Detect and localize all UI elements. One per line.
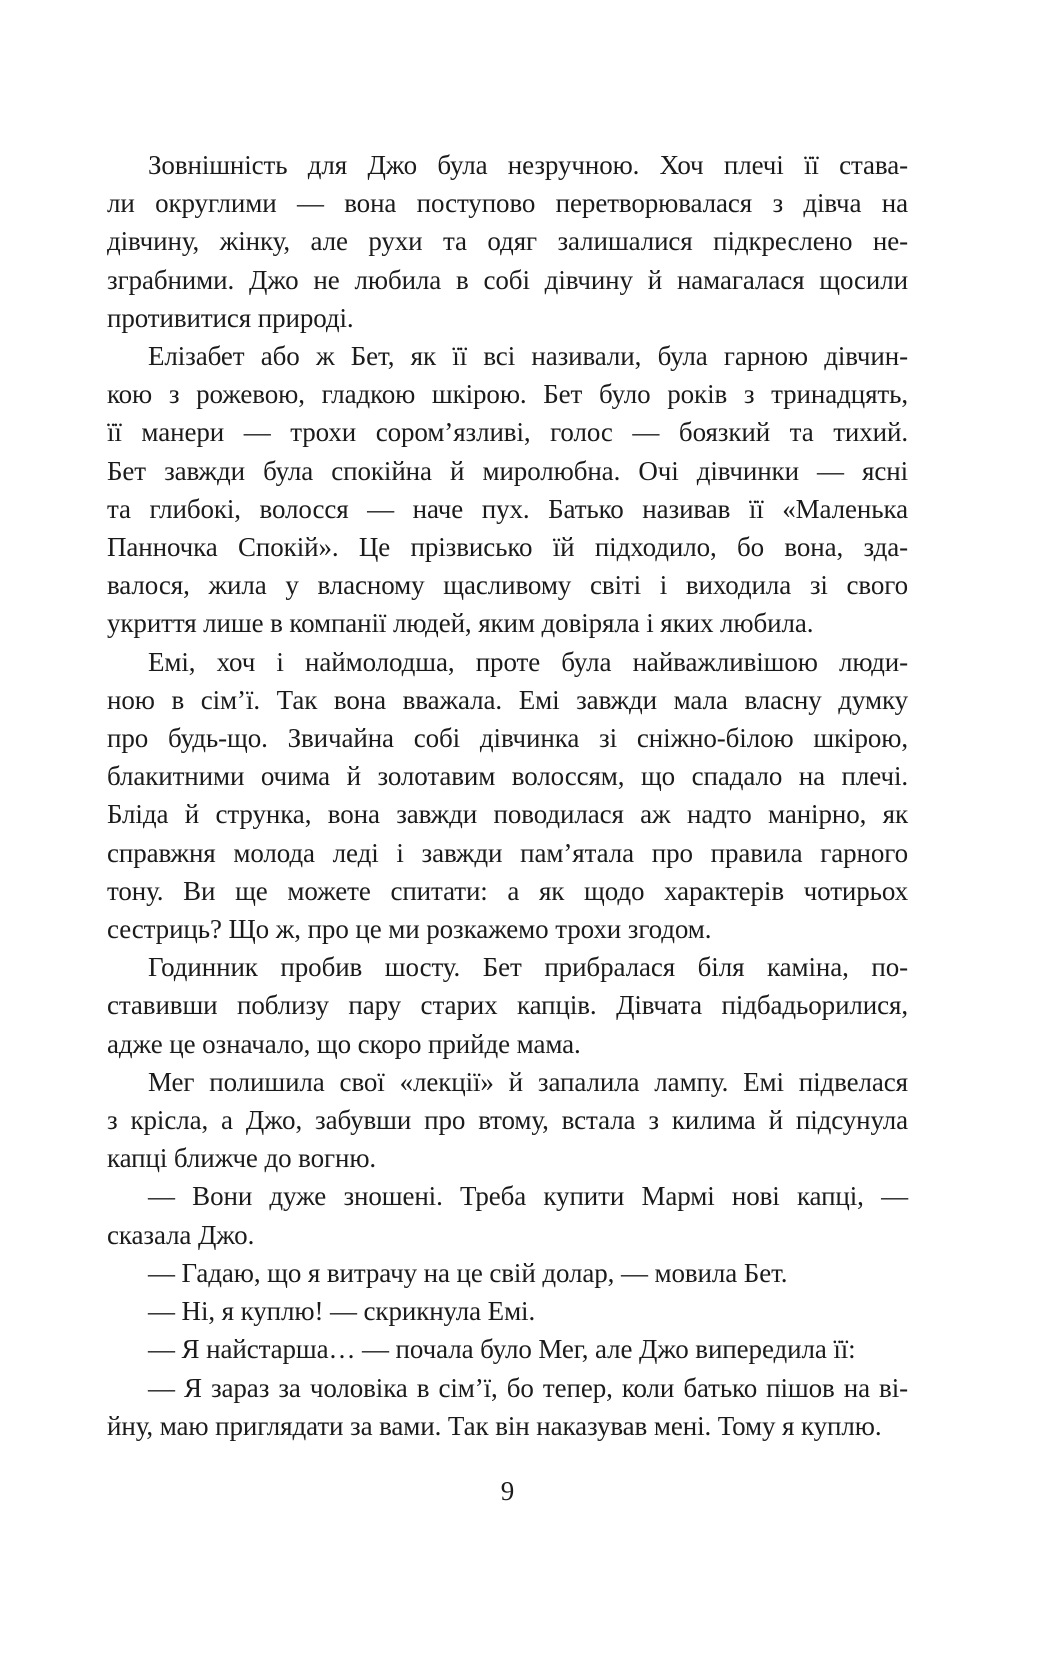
paragraph bbox=[107, 643, 908, 949]
text-line: йну, маю приглядати за вами. Так він наказував мені. Тому я куплю. bbox=[107, 1410, 882, 1441]
text-line: з крісла, а Джо, забувши про втому, встала з килима й підсунула bbox=[107, 1105, 908, 1136]
text-line: сестриць? Що ж, про це ми розкажемо трохи згодом. bbox=[107, 914, 712, 945]
text-line: про будь-що. Звичайна собі дівчинка зі сніжно-білою шкірою, bbox=[107, 723, 908, 754]
paragraph bbox=[107, 146, 908, 337]
text-line: кою з рожевою, гладкою шкірою. Бет було років з тринадцять, bbox=[107, 379, 908, 410]
text-line: Панночка Спокій». Це прізвисько їй підходило, бо вона, зда- bbox=[107, 532, 908, 563]
text-line: капці ближче до вогню. bbox=[107, 1143, 377, 1174]
text-line: сказала Джо. bbox=[107, 1219, 255, 1250]
paragraph bbox=[107, 1254, 908, 1292]
text-line: — Я зараз за чоловіка в сім’ї, бо тепер, коли батько пішов на ві- bbox=[148, 1372, 908, 1403]
paragraph bbox=[107, 1292, 908, 1330]
text-line: тону. Ви ще можете спитати: а як щодо характерів чотирьох bbox=[107, 875, 908, 906]
text-line: справжня молода леді і завжди пам’ятала про правила гарного bbox=[107, 837, 908, 868]
text-line: ли округлими — вона поступово перетворювалася з дівча на bbox=[107, 188, 908, 219]
text-block bbox=[107, 146, 908, 1445]
text-line: валося, жила у власному щасливому світі і виходила зі свого bbox=[107, 570, 908, 601]
paragraph bbox=[107, 948, 908, 1063]
page-number: 9 bbox=[500, 1476, 515, 1506]
text-line: — Вони дуже зношені. Треба купити Мармі нові капці, — bbox=[148, 1181, 908, 1212]
text-line: Елізабет або ж Бет, як її всі називали, була гарною дівчин- bbox=[148, 341, 908, 372]
paragraph bbox=[107, 1330, 908, 1368]
text-line: — Я найстарша… — почала було Мег, але Джо випередила її: bbox=[148, 1334, 856, 1365]
text-line: дівчину, жінку, але рухи та одяг залишалися підкреслено не- bbox=[107, 226, 908, 257]
paragraph bbox=[107, 1369, 908, 1445]
text-line: — Гадаю, що я витрачу на це свій долар, — мовила Бет. bbox=[148, 1257, 788, 1288]
text-line: Мег полишила свої «лекції» й запалила лампу. Емі підвелася bbox=[148, 1066, 908, 1097]
text-line: Годинник пробив шосту. Бет прибралася біля каміна, по- bbox=[148, 952, 908, 983]
paragraph bbox=[107, 337, 908, 643]
text-line: противитися природі. bbox=[107, 302, 354, 333]
text-line: Бет завжди була спокійна й миролюбна. Очі дівчинки — ясні bbox=[107, 455, 908, 486]
text-line: ставивши поблизу пару старих капців. Дівчата підбадьорилися, bbox=[107, 990, 908, 1021]
text-line: Емі, хоч і наймолодша, проте була найважливішою люди- bbox=[148, 646, 908, 677]
text-line: Бліда й струнка, вона завжди поводилася аж надто манірно, як bbox=[107, 799, 908, 830]
text-line: — Ні, я куплю! — скрикнула Емі. bbox=[148, 1296, 536, 1327]
text-line: Зовнішність для Джо була незручною. Хоч плечі її става- bbox=[148, 150, 908, 180]
text-line: ною в сім’ї. Так вона вважала. Емі завжди мала власну думку bbox=[107, 684, 908, 715]
text-line: блакитними очима й золотавим волоссям, що спадало на плечі. bbox=[107, 761, 908, 792]
text-line: та глибокі, волосся — наче пух. Батько називав її «Маленька bbox=[107, 493, 908, 524]
text-line: зграбними. Джо не любила в собі дівчину й намагалася щосили bbox=[107, 264, 908, 295]
text-line: її манери — трохи сором’язливі, голос — боязкий та тихий. bbox=[107, 417, 908, 448]
paragraph bbox=[107, 1177, 908, 1253]
paragraph bbox=[107, 1063, 908, 1178]
text-line: адже це означало, що скоро прийде мама. bbox=[107, 1028, 581, 1059]
text-line: укриття лише в компанії людей, яким довіряла і яких любила. bbox=[107, 608, 814, 639]
